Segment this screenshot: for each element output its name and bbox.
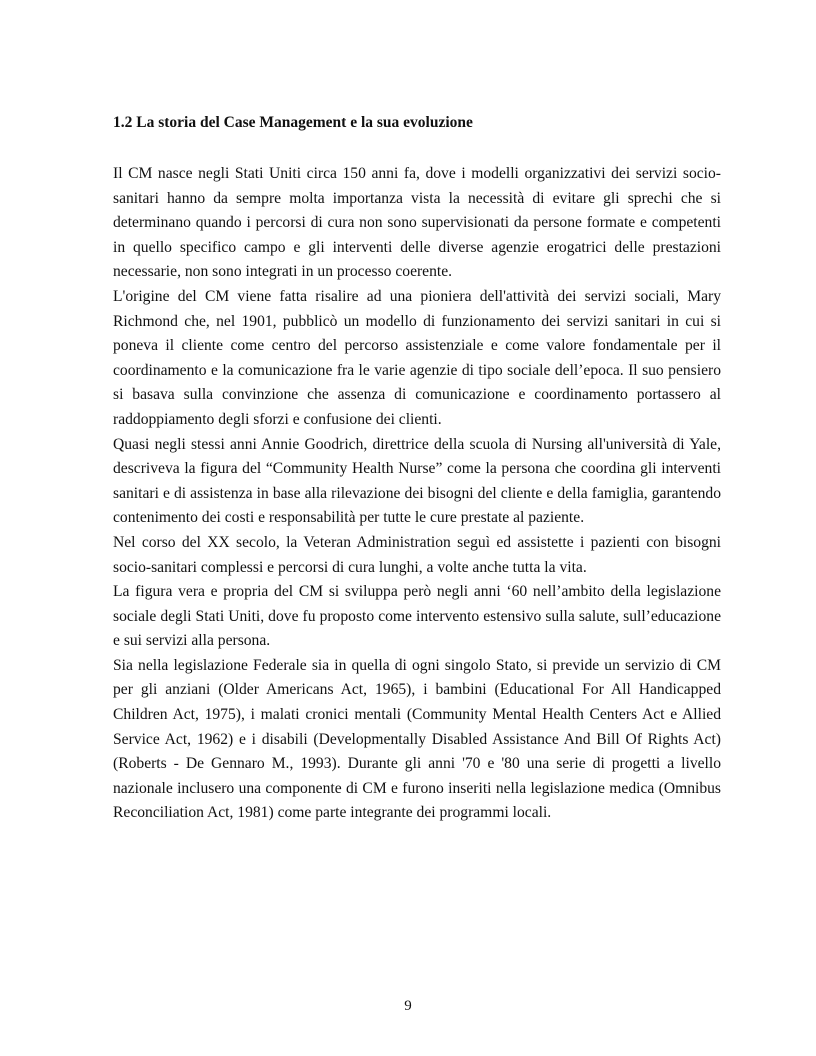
paragraph-veteran-administration: Nel corso del XX secolo, la Veteran Administration seguì ed assistette i pazienti con bisogni socio-sanitari complessi e percorsi di cura lunghi, a volte anche tutta la vita. xyxy=(113,533,721,576)
body-text xyxy=(113,162,721,826)
section-heading: 1.2 La storia del Case Management e la sua evoluzione xyxy=(113,114,473,131)
paragraph-annie-goodrich: Quasi negli stessi anni Annie Goodrich, direttrice della scuola di Nursing all'università di Yale, descriveva la figura del “Community Health Nurse” come la persona che coordina gli interventi sanitari e di assistenza in base alla rilevazione dei bisogni del cliente e della famiglia, garantendo contenimento dei costi e responsabilità per tutte le cure prestate al paziente. xyxy=(113,435,721,527)
paragraph-legislation: Sia nella legislazione Federale sia in quella di ogni singolo Stato, si previde un servizio di CM per gli anziani (Older Americans Act, 1965), i bambini (Educational For All Handicapped Children Act, 1975), i malati cronici mentali (Community Mental Health Centers Act e Allied Service Act, 1962) e i disabili (Developmentally Disabled Assistance And Bill Of Rights Act) (Roberts - De Gennaro M., 1993). Durante gli anni '70 e '80 una serie di progetti a livello nazionale inclusero una componente di CM e furono inseriti nella legislazione medica (Omnibus Reconciliation Act, 1981) come parte integrante dei programmi locali. xyxy=(113,656,721,822)
paragraph-cm-sixties: La figura vera e propria del CM si sviluppa però negli anni ‘60 nell’ambito della legislazione sociale degli Stati Uniti, dove fu proposto come intervento estensivo sulla salute, sull’educazione e sui servizi alla persona. xyxy=(113,583,721,650)
paragraph-cm-origins-us: Il CM nasce negli Stati Uniti circa 150 anni fa, dove i modelli organizzativi dei servizi socio-sanitari hanno da sempre molta importanza vista la necessità di evitare gli sprechi che si determinano quando i percorsi di cura non sono supervisionati da persone formate e competenti in quello specifico campo e gli interventi delle diverse agenzie erogatrici delle prestazioni necessarie, non sono integrati in un processo coerente. xyxy=(113,165,721,281)
paragraph-mary-richmond: L'origine del CM viene fatta risalire ad una pioniera dell'attività dei servizi sociali, Mary Richmond che, nel 1901, pubblicò un modello di funzionamento dei servizi sanitari in cui si poneva il cliente come centro del percorso assistenziale e come valore fondamentale per il coordinamento e la comunicazione fra le varie agenzie di tipo sociale dell’epoca. Il suo pensiero si basava sulla convinzione che assenza di comunicazione e coordinamento portassero al raddoppiamento degli sforzi e confusione dei clienti. xyxy=(113,287,721,428)
page-number: 9 xyxy=(404,998,412,1014)
